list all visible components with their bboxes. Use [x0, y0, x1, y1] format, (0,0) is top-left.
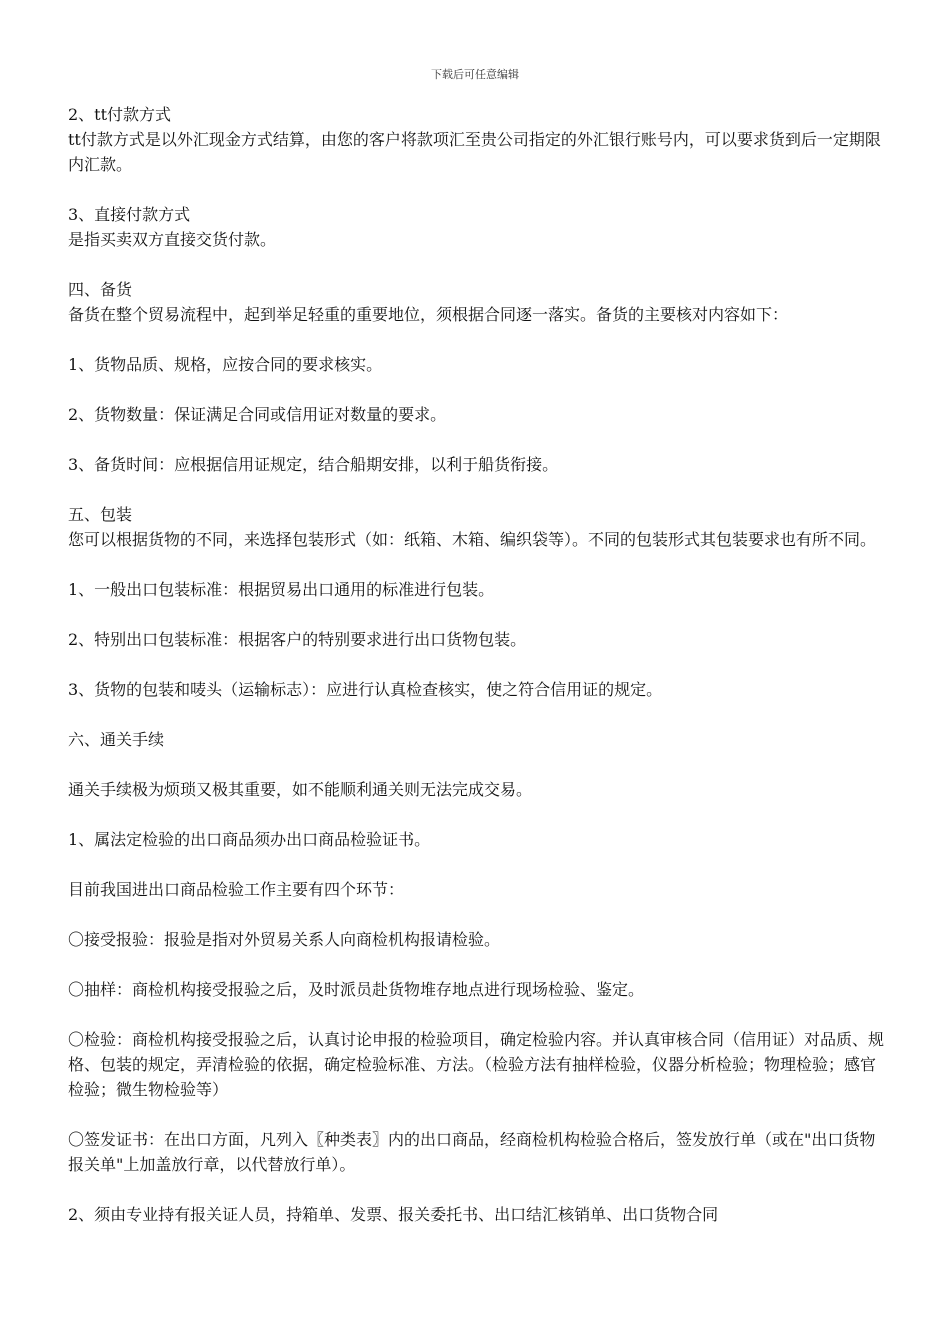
- list-item: 2、须由专业持有报关证人员，持箱单、发票、报关委托书、出口结汇核销单、出口货物合同: [68, 1205, 719, 1224]
- paragraph-customs: 通关手续极为烦琐又极其重要，如不能顺利通关则无法完成交易。: [68, 780, 533, 799]
- heading-tt-payment: 2、tt付款方式: [68, 105, 172, 124]
- paragraph-stock-prep: 备货在整个贸易流程中，起到举足轻重的重要地位，须根据合同逐一落实。备货的主要核对内容如下：: [68, 305, 789, 324]
- list-item: 2、特别出口包装标准：根据客户的特别要求进行出口货物包装。: [68, 630, 527, 649]
- heading-customs: 六、通关手续: [68, 730, 165, 749]
- paragraph-inspection-intro: 目前我国进出口商品检验工作主要有四个环节：: [68, 880, 405, 899]
- page-header: 下载后可任意编辑: [431, 68, 519, 81]
- heading-stock-prep: 四、备货: [68, 280, 133, 299]
- list-item: 1、一般出口包装标准：根据贸易出口通用的标准进行包装。: [68, 580, 495, 599]
- paragraph-direct-payment: 是指买卖双方直接交货付款。: [68, 230, 277, 249]
- paragraph-tt-payment: tt付款方式是以外汇现金方式结算，由您的客户将款项汇至贵公司指定的外汇银行账号内，可以要求货到后一定期限内汇款。: [68, 130, 881, 174]
- list-item: 2、货物数量：保证满足合同或信用证对数量的要求。: [68, 405, 447, 424]
- document-body: [68, 102, 888, 1227]
- list-item: 〇签发证书：在出口方面，凡列入〖种类表〗内的出口商品，经商检机构检验合格后，签发放行单（或在"出口货物报关单"上加盖放行章，以代替放行单）。: [68, 1130, 876, 1174]
- heading-direct-payment: 3、直接付款方式: [68, 205, 191, 224]
- list-item: 〇接受报验：报验是指对外贸易关系人向商检机构报请检验。: [68, 930, 501, 949]
- list-item: 1、货物品质、规格，应按合同的要求核实。: [68, 355, 383, 374]
- paragraph-packaging: 您可以根据货物的不同，来选择包装形式（如：纸箱、木箱、编织袋等）。不同的包装形式其包装要求也有所不同。: [68, 530, 877, 549]
- list-item: 〇检验：商检机构接受报验之后，认真讨论申报的检验项目，确定检验内容。并认真审核合同（信用证）对品质、规格、包装的规定，弄清检验的依据，确定检验标准、方法。（检验方法有抽样检验，仪器分析检验；物理检验；感官检验；微生物检验等）: [68, 1030, 885, 1099]
- list-item: 3、货物的包装和唛头（运输标志）：应进行认真检查核实，使之符合信用证的规定。: [68, 680, 663, 699]
- list-item: 〇抽样：商检机构接受报验之后，及时派员赴货物堆存地点进行现场检验、鉴定。: [68, 980, 645, 999]
- heading-packaging: 五、包装: [68, 505, 133, 524]
- list-item: 1、属法定检验的出口商品须办出口商品检验证书。: [68, 830, 431, 849]
- list-item: 3、备货时间：应根据信用证规定，结合船期安排，以利于船货衔接。: [68, 455, 559, 474]
